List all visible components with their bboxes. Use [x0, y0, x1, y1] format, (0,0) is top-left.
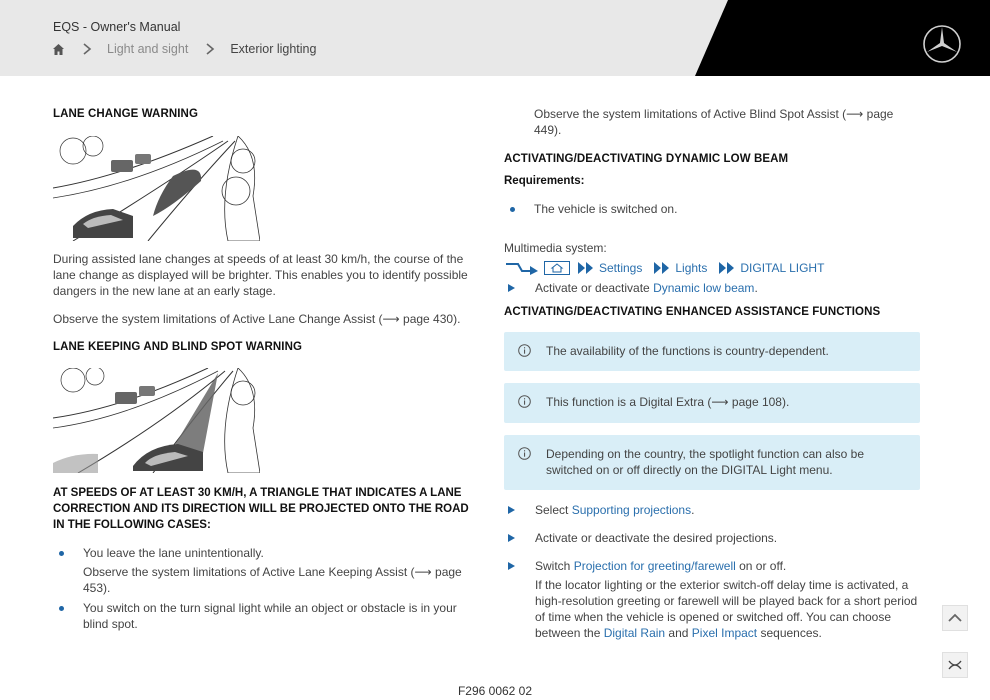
step-text: Activate or deactivate the desired projections.	[535, 531, 778, 545]
breadcrumb-item-exterior-lighting: Exterior lighting	[230, 42, 317, 56]
home-icon[interactable]	[52, 43, 65, 56]
digital-rain-link[interactable]: Digital Rain	[603, 626, 666, 640]
description-text: and	[665, 626, 692, 640]
info-icon	[518, 395, 531, 408]
double-chevron-icon	[578, 262, 595, 274]
multimedia-path	[504, 259, 920, 277]
code-icon	[947, 659, 963, 671]
left-column	[53, 106, 473, 632]
lane-keeping-subheading: AT SPEEDS OF AT LEAST 30 KM/H, A TRIANGLE THAT INDICATES A LANE CORRECTION AND ITS DIRECTION WILL BE PROJECTED ONTO THE ROAD IN THE FOLLOWING CASES:	[53, 487, 469, 531]
scroll-to-top-button[interactable]	[942, 605, 968, 631]
dynamic-low-beam-link[interactable]: Dynamic low beam	[653, 281, 755, 295]
step-select-supporting	[504, 502, 920, 518]
multimedia-label: Multimedia system:	[504, 241, 607, 255]
path-settings[interactable]: Settings	[599, 261, 643, 275]
mercedes-star-logo[interactable]	[922, 24, 962, 64]
lane-change-description: During assisted lane changes at speeds of at least 30 km/h, the course of the lane change as displayed will be brighter. This enables you to identify possible dangers in the new lane at an early stage.	[53, 252, 468, 298]
description-text: If the locator lighting or the exterior switch-off delay time is activated, a high-resolution greeting or farewell will be played back for a short period of time when the vehicle is opened or switched off. You can choose between the	[535, 578, 918, 640]
info-icon	[518, 447, 531, 460]
lane-keeping-illustration	[53, 368, 260, 473]
requirement-text: The vehicle is switched on.	[534, 202, 678, 216]
double-chevron-icon	[719, 262, 736, 274]
step-text: on or off.	[735, 559, 787, 573]
info-text: The availability of the functions is country-dependent.	[546, 344, 829, 358]
bullet-dot	[59, 606, 64, 611]
step-triangle-icon	[508, 506, 515, 514]
header-bar	[0, 0, 990, 76]
chevron-right-icon	[202, 42, 218, 56]
dynamic-low-beam-heading: ACTIVATING/DEACTIVATING DYNAMIC LOW BEAM	[504, 153, 789, 165]
arrow-right-icon	[504, 261, 540, 275]
info-text: Depending on the country, the spotlight function can also be switched on or off directly on the DIGITAL Light menu.	[546, 447, 864, 477]
lane-keeping-cases-list	[53, 545, 473, 632]
step-activate-projections	[504, 530, 920, 546]
chevron-up-icon	[947, 613, 963, 623]
code-button[interactable]	[942, 652, 968, 678]
info-box-spotlight	[504, 435, 920, 490]
path-lights[interactable]: Lights	[675, 261, 708, 275]
list-item	[53, 600, 473, 632]
case-text: You switch on the turn signal light while an object or obstacle is in your blind spot.	[83, 601, 457, 631]
greeting-description	[535, 577, 920, 641]
list-item	[53, 545, 473, 596]
info-icon	[518, 344, 531, 357]
enhanced-functions-heading: ACTIVATING/DEACTIVATING ENHANCED ASSISTANCE FUNCTIONS	[504, 306, 881, 318]
lane-change-observe: Observe the system limitations of Active Lane Change Assist (⟶ page 430).	[53, 312, 461, 326]
right-column	[504, 106, 920, 641]
blind-spot-observe: Observe the system limitations of Active Blind Spot Assist (⟶ page 449).	[534, 107, 894, 137]
lane-change-heading: LANE CHANGE WARNING	[53, 108, 199, 120]
requirements-label: Requirements:	[504, 175, 585, 187]
step-triangle-icon	[508, 534, 515, 542]
path-digital-light[interactable]: DIGITAL LIGHT	[740, 261, 825, 275]
step-triangle-icon	[508, 284, 515, 292]
home-icon	[544, 261, 570, 275]
case-text: You leave the lane unintentionally.	[83, 546, 264, 560]
figure-code: F296 0062 02	[457, 684, 533, 698]
step-text: Select	[535, 503, 572, 517]
case-subtext: Observe the system limitations of Active Lane Keeping Assist (⟶ page 453).	[83, 565, 462, 595]
step-triangle-icon	[508, 562, 515, 570]
info-box-digital-extra	[504, 383, 920, 423]
double-chevron-icon	[654, 262, 671, 274]
doc-title: EQS - Owner's Manual	[53, 20, 181, 34]
breadcrumb-item-light-and-sight[interactable]: Light and sight	[107, 42, 189, 56]
requirements-list	[504, 201, 920, 217]
info-text: This function is a Digital Extra (⟶ page 108).	[546, 395, 790, 409]
projection-greeting-link[interactable]: Projection for greeting/farewell	[573, 559, 736, 573]
step-text: .	[754, 281, 758, 295]
breadcrumb	[52, 42, 316, 56]
info-box-country	[504, 332, 920, 371]
pixel-impact-link[interactable]: Pixel Impact	[691, 626, 758, 640]
bullet-dot	[59, 551, 64, 556]
step-text: .	[691, 503, 695, 517]
lane-change-illustration	[53, 136, 260, 241]
lane-keeping-heading: LANE KEEPING AND BLIND SPOT WARNING	[53, 341, 303, 353]
step-text: Switch	[535, 559, 574, 573]
step-dynamic-low-beam	[504, 280, 920, 296]
supporting-projections-link[interactable]: Supporting projections	[571, 503, 692, 517]
bullet-dot	[510, 207, 515, 212]
list-item	[504, 201, 920, 217]
chevron-right-icon	[79, 42, 95, 56]
description-text: sequences.	[757, 626, 822, 640]
step-text: Activate or deactivate	[535, 281, 654, 295]
step-switch-greeting	[504, 558, 920, 641]
